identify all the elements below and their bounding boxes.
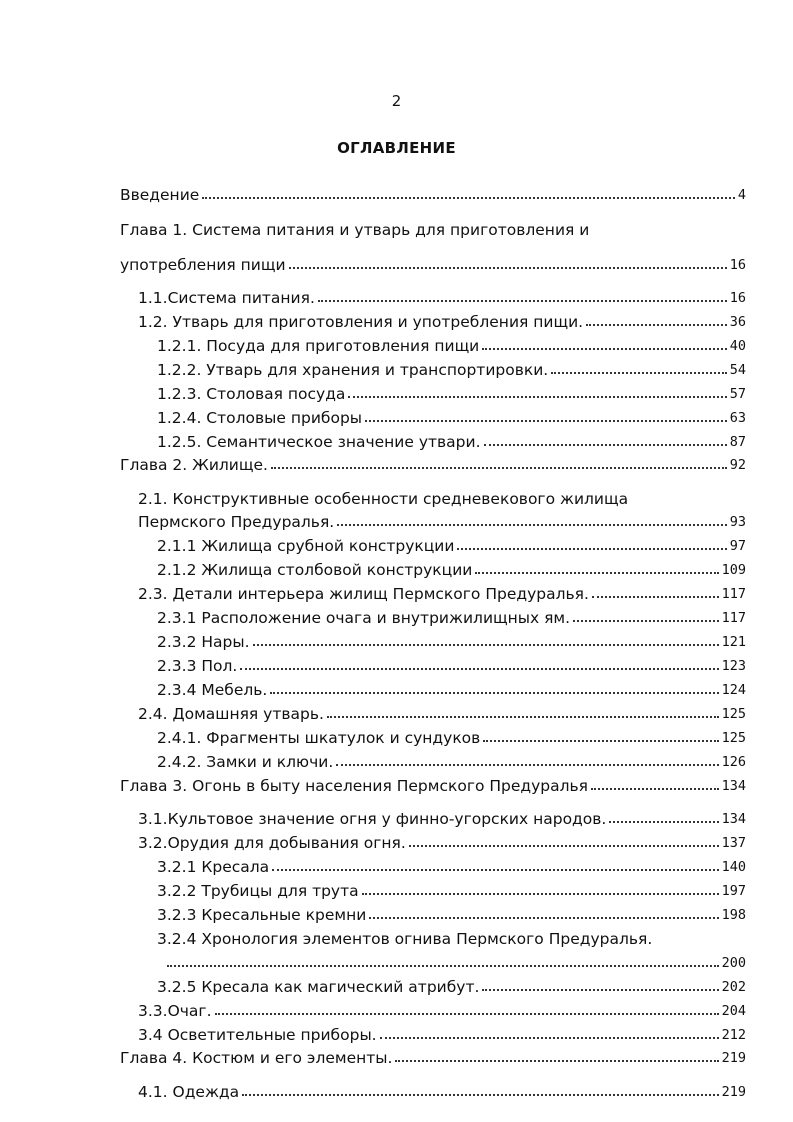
toc-entry-page: 16	[729, 257, 746, 273]
toc-entry-page: 117	[721, 586, 746, 602]
leader-dots	[586, 324, 727, 326]
toc-entry-title: 3.2.1 Кресала	[157, 858, 270, 876]
leader-dots	[482, 989, 718, 991]
toc-entry-page: 219	[721, 1084, 746, 1100]
toc-entry-title: 3.2.3 Кресальные кремни	[157, 906, 367, 924]
page-number: 2	[391, 92, 402, 110]
toc-entry	[157, 649, 746, 675]
toc-entry-page: 140	[721, 859, 746, 875]
toc-entry	[138, 802, 746, 828]
toc-entry	[157, 353, 746, 379]
toc-entry	[157, 529, 746, 555]
toc-entry-page: 92	[729, 457, 746, 473]
page-title: ОГЛАВЛЕНИЕ	[337, 139, 456, 157]
toc-entry	[157, 401, 746, 427]
toc-entry-page: 117	[721, 610, 746, 626]
toc-entry-page: 126	[721, 754, 746, 770]
toc-entry	[120, 213, 746, 239]
leader-dots	[318, 300, 727, 302]
toc-entry-title: 3.2.2 Трубицы для трута	[157, 882, 359, 900]
leader-dots	[591, 788, 719, 790]
toc-entry-title: 3.1.Культовое значение огня у финно-угорских народов.	[138, 810, 607, 828]
toc-entry-title: употребления пищи	[120, 256, 286, 274]
leader-dots	[365, 420, 727, 422]
leader-dots	[409, 845, 719, 847]
toc-entry	[157, 898, 746, 924]
toc-entry-title: Пермского Предуралья.	[138, 513, 335, 531]
toc-entry-page: 137	[721, 835, 746, 851]
toc-entry	[157, 850, 746, 876]
toc-entry-page: 124	[721, 682, 746, 698]
leader-dots	[395, 1060, 718, 1062]
toc-entry-page: 125	[721, 706, 746, 722]
toc-entry-page: 200	[721, 955, 746, 971]
toc-entry-title: 1.2.2. Утварь для хранения и транспортировки.	[157, 361, 549, 379]
toc-entry-page: 212	[721, 1027, 746, 1043]
toc-entry-title: Введение	[120, 186, 200, 204]
toc-entry-page: 97	[729, 538, 746, 554]
toc-entry-title: 3.4 Осветительные приборы.	[138, 1026, 377, 1044]
toc-entry-title: 1.2.3. Столовая посуда	[157, 385, 346, 403]
toc-entry-page: 197	[721, 883, 746, 899]
toc-entry-title: 2.4.2. Замки и ключи.	[157, 753, 334, 771]
toc-entry-title: 1.2.1. Посуда для приготовления пищи	[157, 337, 480, 355]
toc-entry	[157, 922, 746, 948]
toc-entry-title: 2.3.4 Мебель.	[157, 681, 268, 699]
toc-entry	[138, 505, 746, 531]
toc-entry-page: 202	[721, 979, 746, 995]
toc-entry-page: 36	[729, 314, 746, 330]
toc-entry	[138, 826, 746, 852]
leader-dots	[240, 668, 718, 670]
toc-entry-title: Глава 1. Система питания и утварь для приготовления и	[120, 221, 590, 239]
toc-entry	[138, 697, 746, 723]
toc-entry-title: Глава 2. Жилище.	[120, 456, 268, 474]
toc-entry-title: 2.3. Детали интерьера жилищ Пермского Предуралья.	[138, 585, 589, 603]
leader-dots	[483, 740, 718, 742]
toc-entry	[138, 994, 746, 1020]
leader-dots	[609, 821, 718, 823]
leader-dots	[167, 965, 719, 967]
leader-dots	[482, 348, 726, 350]
toc-entry-page: 134	[721, 811, 746, 827]
leader-dots	[242, 1094, 718, 1096]
toc-entry-page: 123	[721, 658, 746, 674]
toc-entry	[138, 305, 746, 331]
leader-dots	[270, 692, 718, 694]
toc-entry-title: 4.1. Одежда	[138, 1083, 240, 1101]
toc-entry-title: 1.2.4. Столовые приборы	[157, 409, 363, 427]
toc-entry	[138, 1075, 746, 1101]
toc-entry-page: 4	[737, 187, 746, 203]
toc-entry-title: Глава 3. Огонь в быту населения Пермского Предуралья	[120, 777, 589, 795]
toc-entry-page: 219	[721, 1050, 746, 1066]
leader-dots	[336, 764, 718, 766]
toc-entry	[157, 874, 746, 900]
toc-entry-page: 198	[721, 907, 746, 923]
toc-entry	[120, 248, 746, 274]
toc-entry-page: 93	[729, 514, 746, 530]
toc-entry	[120, 178, 746, 204]
leader-dots	[337, 524, 727, 526]
leader-dots	[457, 548, 726, 550]
leader-dots	[289, 267, 727, 269]
leader-dots	[551, 372, 727, 374]
toc-entry-page: 87	[729, 434, 746, 450]
toc-entry-title: 2.4. Домашняя утварь.	[138, 705, 324, 723]
toc-entry-title: 3.3.Очаг.	[138, 1002, 212, 1020]
leader-dots	[272, 869, 718, 871]
toc-entry-page: 63	[729, 410, 746, 426]
toc-entry	[157, 721, 746, 747]
toc-entry-title: 2.3.3 Пол.	[157, 657, 238, 675]
toc-entry-title: 1.2.5. Семантическое значение утвари.	[157, 433, 481, 451]
leader-dots	[475, 572, 718, 574]
toc-entry-title: 2.3.2 Нары.	[157, 633, 250, 651]
leader-dots	[592, 596, 719, 598]
leader-dots	[573, 620, 719, 622]
toc-entry-title: 3.2.5 Кресала как магический атрибут.	[157, 978, 480, 996]
leader-dots	[348, 396, 726, 398]
toc-entry	[157, 625, 746, 651]
leader-dots	[327, 716, 719, 718]
leader-dots	[202, 197, 735, 199]
toc-entry-page: 121	[721, 634, 746, 650]
toc-entry-title: Глава 4. Костюм и его элементы.	[120, 1049, 393, 1067]
toc-entry-page: 40	[729, 338, 746, 354]
toc-entry-page: 125	[721, 730, 746, 746]
toc-entry	[157, 946, 746, 972]
toc-entry-page: 109	[721, 562, 746, 578]
leader-dots	[253, 644, 719, 646]
toc-entry	[157, 970, 746, 996]
toc-entry-title: 2.1.2 Жилища столбовой конструкции	[157, 561, 473, 579]
toc-entry	[157, 329, 746, 355]
leader-dots	[215, 1013, 719, 1015]
leader-dots	[380, 1037, 719, 1039]
toc-entry-title: 1.2. Утварь для приготовления и употребления пищи.	[138, 313, 584, 331]
toc-entry-page: 204	[721, 1003, 746, 1019]
toc-entry	[157, 377, 746, 403]
toc-entry-title: 1.1.Система питания.	[138, 289, 315, 307]
leader-dots	[362, 893, 719, 895]
leader-dots	[271, 467, 727, 469]
toc-entry-title: 2.1. Конструктивные особенности средневекового жилища	[138, 490, 629, 508]
toc-entry	[157, 745, 746, 771]
toc-entry	[157, 601, 746, 627]
leader-dots	[484, 444, 727, 446]
leader-dots	[369, 917, 718, 919]
toc-entry	[120, 1041, 746, 1067]
toc-entry-title: 3.2.4 Хронология элементов огнива Пермского Предуралья.	[157, 930, 653, 948]
toc-entry-page: 57	[729, 386, 746, 402]
toc-entry	[138, 577, 746, 603]
toc-entry	[157, 553, 746, 579]
toc-entry	[138, 281, 746, 307]
toc-entry	[120, 448, 746, 474]
toc-entry	[120, 769, 746, 795]
toc-entry	[157, 673, 746, 699]
toc-entry-title: 2.3.1 Расположение очага и внутрижилищных ям.	[157, 609, 571, 627]
toc-entry-title: 2.4.1. Фрагменты шкатулок и сундуков	[157, 729, 481, 747]
toc-entry-page: 16	[729, 290, 746, 306]
toc-entry-title: 2.1.1 Жилища срубной конструкции	[157, 537, 455, 555]
toc-entry-page: 54	[729, 362, 746, 378]
toc-entry-title: 3.2.Орудия для добывания огня.	[138, 834, 406, 852]
toc-entry-page: 134	[721, 778, 746, 794]
